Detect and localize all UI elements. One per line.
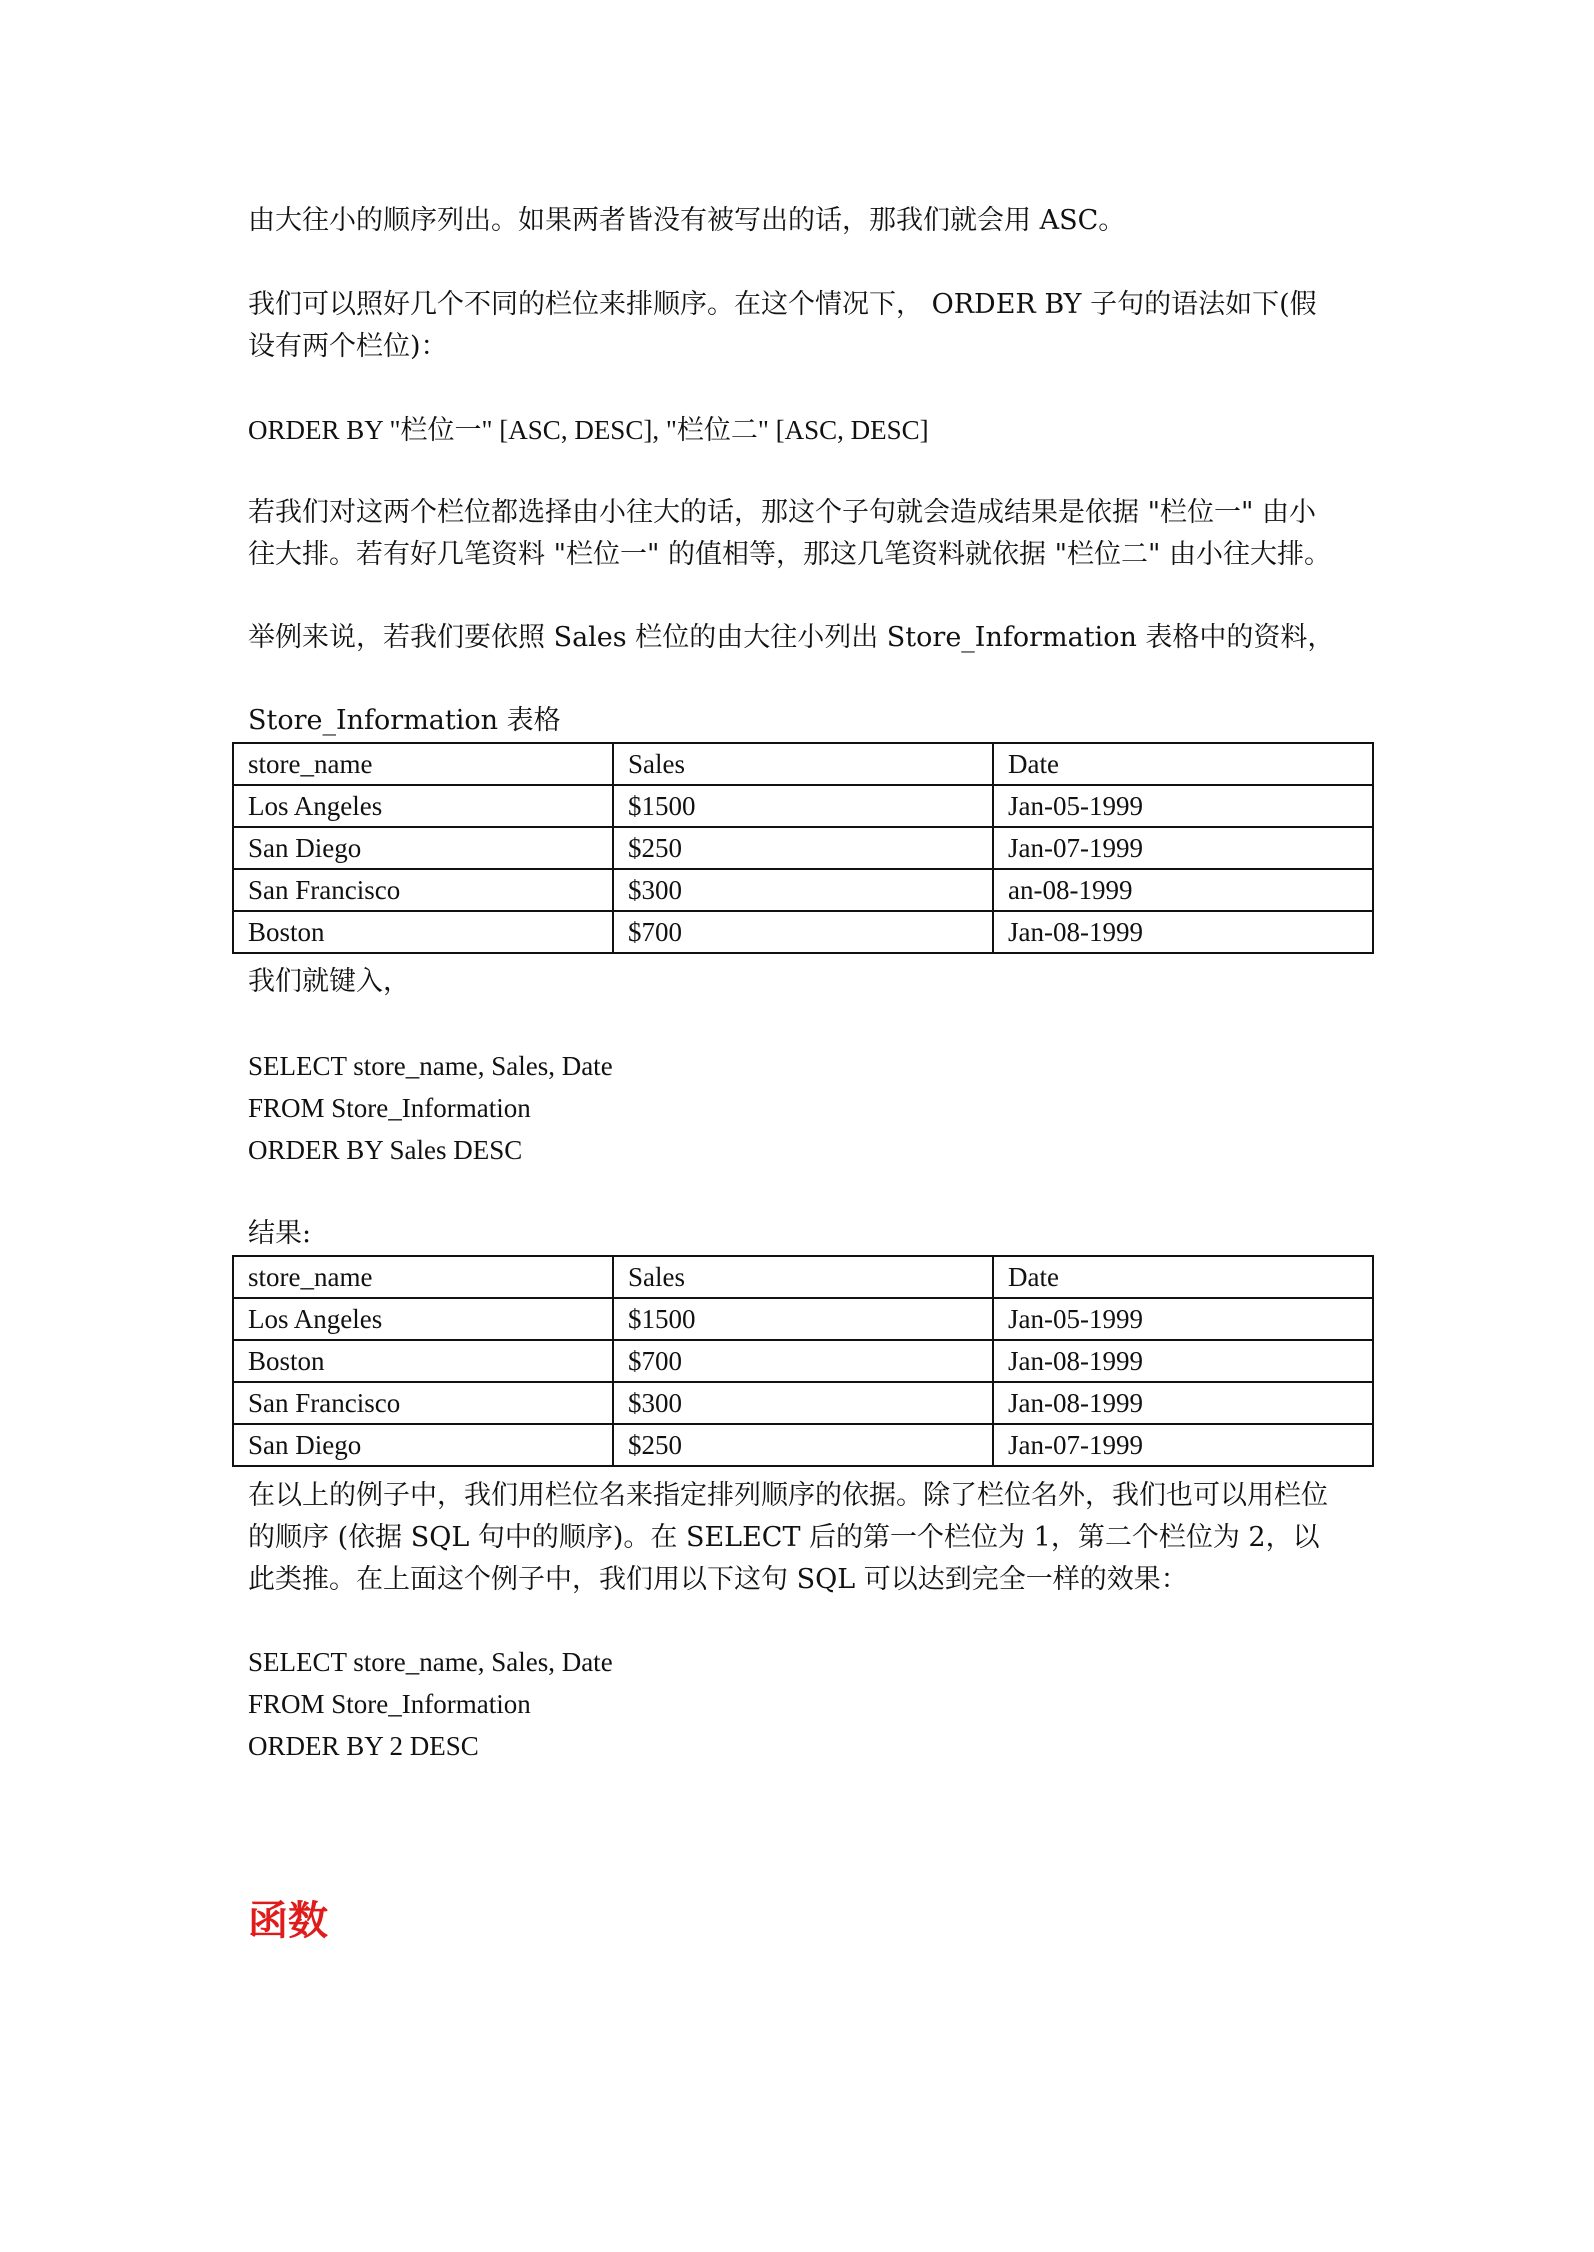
table-header-row — [233, 1256, 1373, 1298]
table-row — [233, 869, 1373, 911]
table-cell: Jan-05-1999 — [993, 785, 1373, 827]
paragraph-multi-column — [248, 284, 1363, 368]
table-cell: Jan-05-1999 — [993, 1298, 1373, 1340]
table-header-cell: store_name — [233, 743, 613, 785]
table-cell: Los Angeles — [233, 785, 613, 827]
table-cell: San Francisco — [233, 1382, 613, 1424]
table-cell: $1500 — [613, 1298, 993, 1340]
table-header-cell: store_name — [233, 1256, 613, 1298]
paragraph-asc-note: 由大往小的顺序列出。如果两者皆没有被写出的话，那我们就会用 ASC。 — [248, 205, 1126, 236]
table-cell: San Diego — [233, 827, 613, 869]
table-row — [233, 785, 1373, 827]
paragraph-example: 举例来说，若我们要依照 Sales 栏位的由大往小列出 Store_Information 表格中的资料， — [248, 622, 1335, 653]
table-header-cell: Sales — [613, 1256, 993, 1298]
table-cell: Boston — [233, 1340, 613, 1382]
table-cell: an-08-1999 — [993, 869, 1373, 911]
syntax-line: ORDER BY "栏位一" [ASC, DESC], "栏位二" [ASC, DESC] — [248, 415, 929, 445]
store-information-table — [232, 742, 1374, 954]
paragraph-explanation — [248, 492, 1363, 576]
sql-line: SELECT store_name, Sales, Date — [248, 1051, 613, 1081]
table-row — [233, 1298, 1373, 1340]
paragraph-line: 往大排。若有好几笔资料 "栏位一" 的值相等，那这几笔资料就依据 "栏位二" 由小往大排。 — [248, 539, 1332, 570]
result-label: 结果: — [248, 1218, 312, 1249]
table-cell: $1500 — [613, 785, 993, 827]
table-cell: $300 — [613, 869, 993, 911]
table-header-cell: Sales — [613, 743, 993, 785]
sql-block-2 — [248, 1641, 1363, 1767]
table1-caption: Store_Information 表格 — [248, 705, 561, 736]
paragraph-type-in: 我们就键入， — [248, 966, 410, 997]
table-header-cell: Date — [993, 743, 1373, 785]
table-cell: Los Angeles — [233, 1298, 613, 1340]
paragraph-line: 的顺序 (依据 SQL 句中的顺序)。在 SELECT 后的第一个栏位为 1，第二个栏位为 2，以 — [248, 1522, 1320, 1553]
table-header-cell: Date — [993, 1256, 1373, 1298]
sql-line: FROM Store_Information — [248, 1093, 531, 1123]
paragraph-line: 此类推。在上面这个例子中，我们用以下这句 SQL 可以达到完全一样的效果： — [248, 1564, 1188, 1595]
table-cell: $300 — [613, 1382, 993, 1424]
table-cell: $250 — [613, 1424, 993, 1466]
table-cell: Jan-08-1999 — [993, 1382, 1373, 1424]
sql-line: FROM Store_Information — [248, 1689, 531, 1719]
paragraph-line: 在以上的例子中，我们用栏位名来指定排列顺序的依据。除了栏位名外，我们也可以用栏位 — [248, 1480, 1328, 1511]
paragraph-column-order — [248, 1475, 1363, 1601]
table-cell: San Francisco — [233, 869, 613, 911]
table-cell: Jan-08-1999 — [993, 1340, 1373, 1382]
table-cell: $700 — [613, 911, 993, 953]
result-table — [232, 1255, 1374, 1467]
table-row — [233, 827, 1373, 869]
table-row — [233, 1340, 1373, 1382]
paragraph-line: 设有两个栏位)： — [248, 331, 448, 362]
sql-block-1 — [248, 1045, 1363, 1171]
table-row — [233, 1382, 1373, 1424]
table-cell: Jan-07-1999 — [993, 827, 1373, 869]
table-header-row — [233, 743, 1373, 785]
paragraph-line: 我们可以照好几个不同的栏位来排顺序。在这个情况下， ORDER BY 子句的语法如下(假 — [248, 289, 1317, 320]
table-cell: Jan-07-1999 — [993, 1424, 1373, 1466]
table-cell: San Diego — [233, 1424, 613, 1466]
sql-line: ORDER BY Sales DESC — [248, 1135, 523, 1165]
paragraph-line: 若我们对这两个栏位都选择由小往大的话，那这个子句就会造成结果是依据 "栏位一" 由小 — [248, 497, 1317, 528]
table-row — [233, 1424, 1373, 1466]
table-row — [233, 911, 1373, 953]
sql-line: ORDER BY 2 DESC — [248, 1731, 479, 1761]
table-cell: $250 — [613, 827, 993, 869]
sql-line: SELECT store_name, Sales, Date — [248, 1647, 613, 1677]
section-title-functions: 函数 — [248, 1898, 328, 1944]
table-cell: Boston — [233, 911, 613, 953]
table-cell: $700 — [613, 1340, 993, 1382]
table-cell: Jan-08-1999 — [993, 911, 1373, 953]
